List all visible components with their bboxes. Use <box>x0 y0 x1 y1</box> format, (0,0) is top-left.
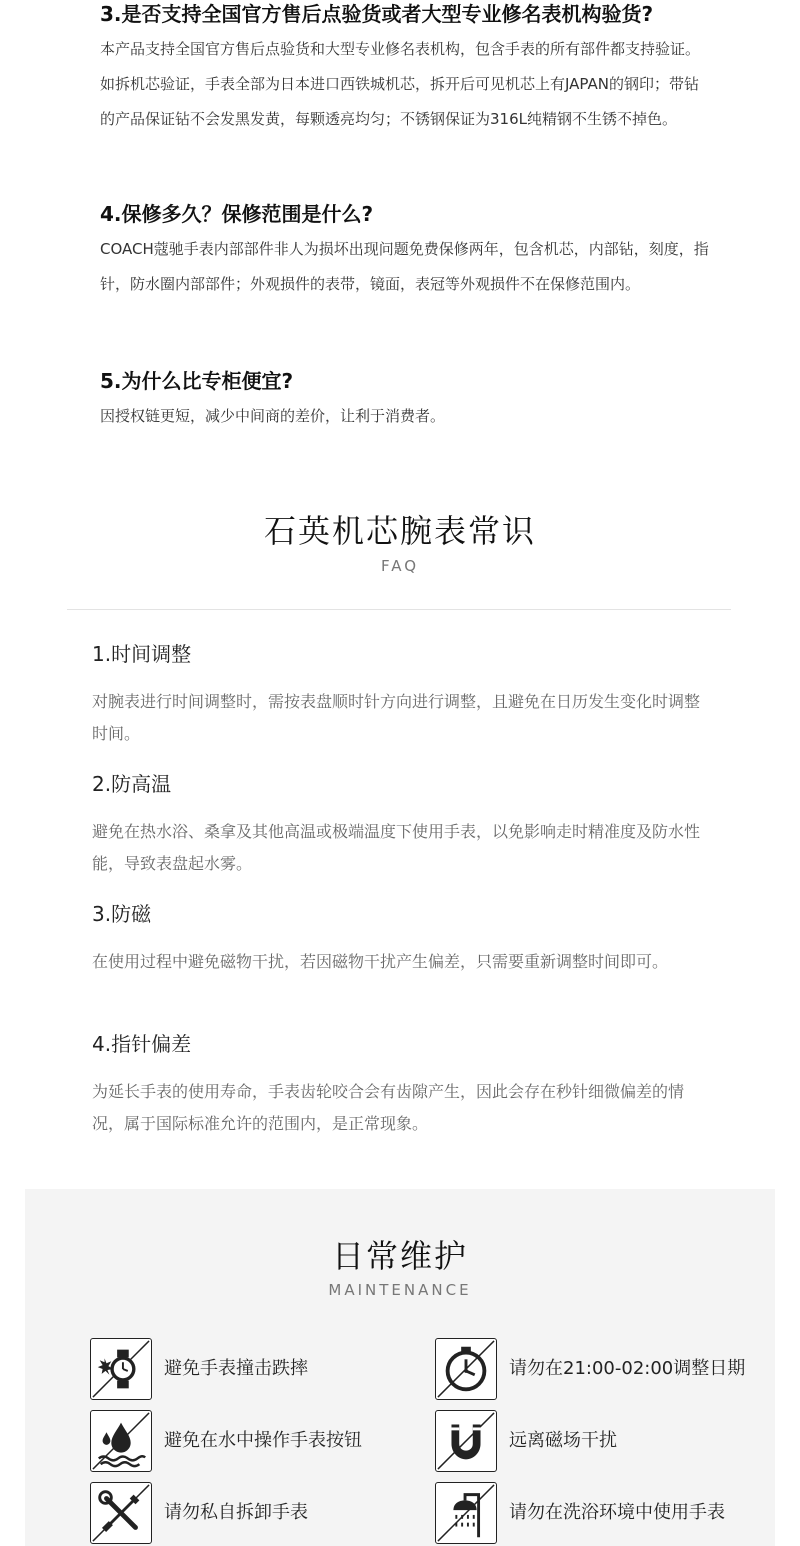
faq-item-title: 4.指针偏差 <box>92 1032 192 1056</box>
faq-item <box>92 900 702 978</box>
maintenance-item-label: 请勿私自拆卸手表 <box>164 1502 308 1523</box>
faq-item-title: 2.防高温 <box>92 772 172 796</box>
qa-item <box>100 0 710 137</box>
maintenance-title: 日常维护 <box>331 1237 468 1275</box>
faq-title: 石英机芯腕表常识 <box>263 512 536 550</box>
faq-item-text: 在使用过程中避免磁物干扰，若因磁物干扰产生偏差，只需要重新调整时间即可。 <box>92 952 669 971</box>
maintenance-item-label: 请勿在21:00-02:00调整日期 <box>509 1358 746 1379</box>
section-divider <box>67 609 731 610</box>
faq-item-text: 避免在热水浴、桑拿及其他高温或极端温度下使用手表，以免影响走时精准度及防水性能，导致表盘起水雾。 <box>92 822 701 873</box>
maintenance-item-label: 远离磁场干扰 <box>509 1430 617 1451</box>
qa-item <box>100 200 710 302</box>
qa-item <box>100 367 710 434</box>
faq-item <box>92 640 702 750</box>
faq-item <box>92 1030 702 1140</box>
maintenance-subtitle: MAINTENANCE <box>328 1281 472 1299</box>
qa-question: 5.为什么比专柜便宜? <box>100 369 294 393</box>
tools-icon <box>90 1482 152 1544</box>
maintenance-item-label: 避免手表撞击跌摔 <box>164 1358 308 1379</box>
watch-impact-icon <box>90 1338 152 1400</box>
water-drop-icon <box>90 1410 152 1472</box>
qa-question: 4.保修多久？保修范围是什么? <box>100 202 374 226</box>
maintenance-panel <box>25 1189 775 1546</box>
faq-item-text: 为延长手表的使用寿命，手表齿轮咬合会有齿隙产生，因此会存在秒针细微偏差的情况，属于国际标准允许的范围内，是正常现象。 <box>92 1082 685 1133</box>
shower-icon <box>435 1482 497 1544</box>
faq-subtitle: FAQ <box>380 557 420 575</box>
magnet-icon <box>435 1410 497 1472</box>
clock-icon <box>435 1338 497 1400</box>
qa-question: 3.是否支持全国官方售后点验货或者大型专业修名表机构验货? <box>100 2 654 26</box>
faq-item-text: 对腕表进行时间调整时，需按表盘顺时针方向进行调整，且避免在日历发生变化时调整时间。 <box>92 692 701 743</box>
qa-answer: COACH蔻驰手表内部部件非人为损坏出现问题免费保修两年，包含机芯，内部钻，刻度，指针，防水圈内部部件；外观损件的表带，镜面，表冠等外观损件不在保修范围内。 <box>100 240 709 293</box>
qa-answer: 因授权链更短，减少中间商的差价，让利于消费者。 <box>100 407 446 425</box>
faq-item-title: 3.防磁 <box>92 902 152 926</box>
maintenance-item-label: 避免在水中操作手表按钮 <box>164 1430 362 1451</box>
qa-answer: 本产品支持全国官方售后点验货和大型专业修名表机构，包含手表的所有部件都支持验证。如拆机芯验证，手表全部为日本进口西铁城机芯，拆开后可见机芯上有JAPAN的钢印；带钻的产品保证钻不会发黑发黄，每颗透亮均匀；不锈钢保证为316L纯精钢不生锈不掉色。 <box>100 40 701 128</box>
maintenance-item-label: 请勿在洗浴环境中使用手表 <box>509 1502 725 1523</box>
faq-item-title: 1.时间调整 <box>92 642 192 666</box>
faq-item <box>92 770 702 880</box>
